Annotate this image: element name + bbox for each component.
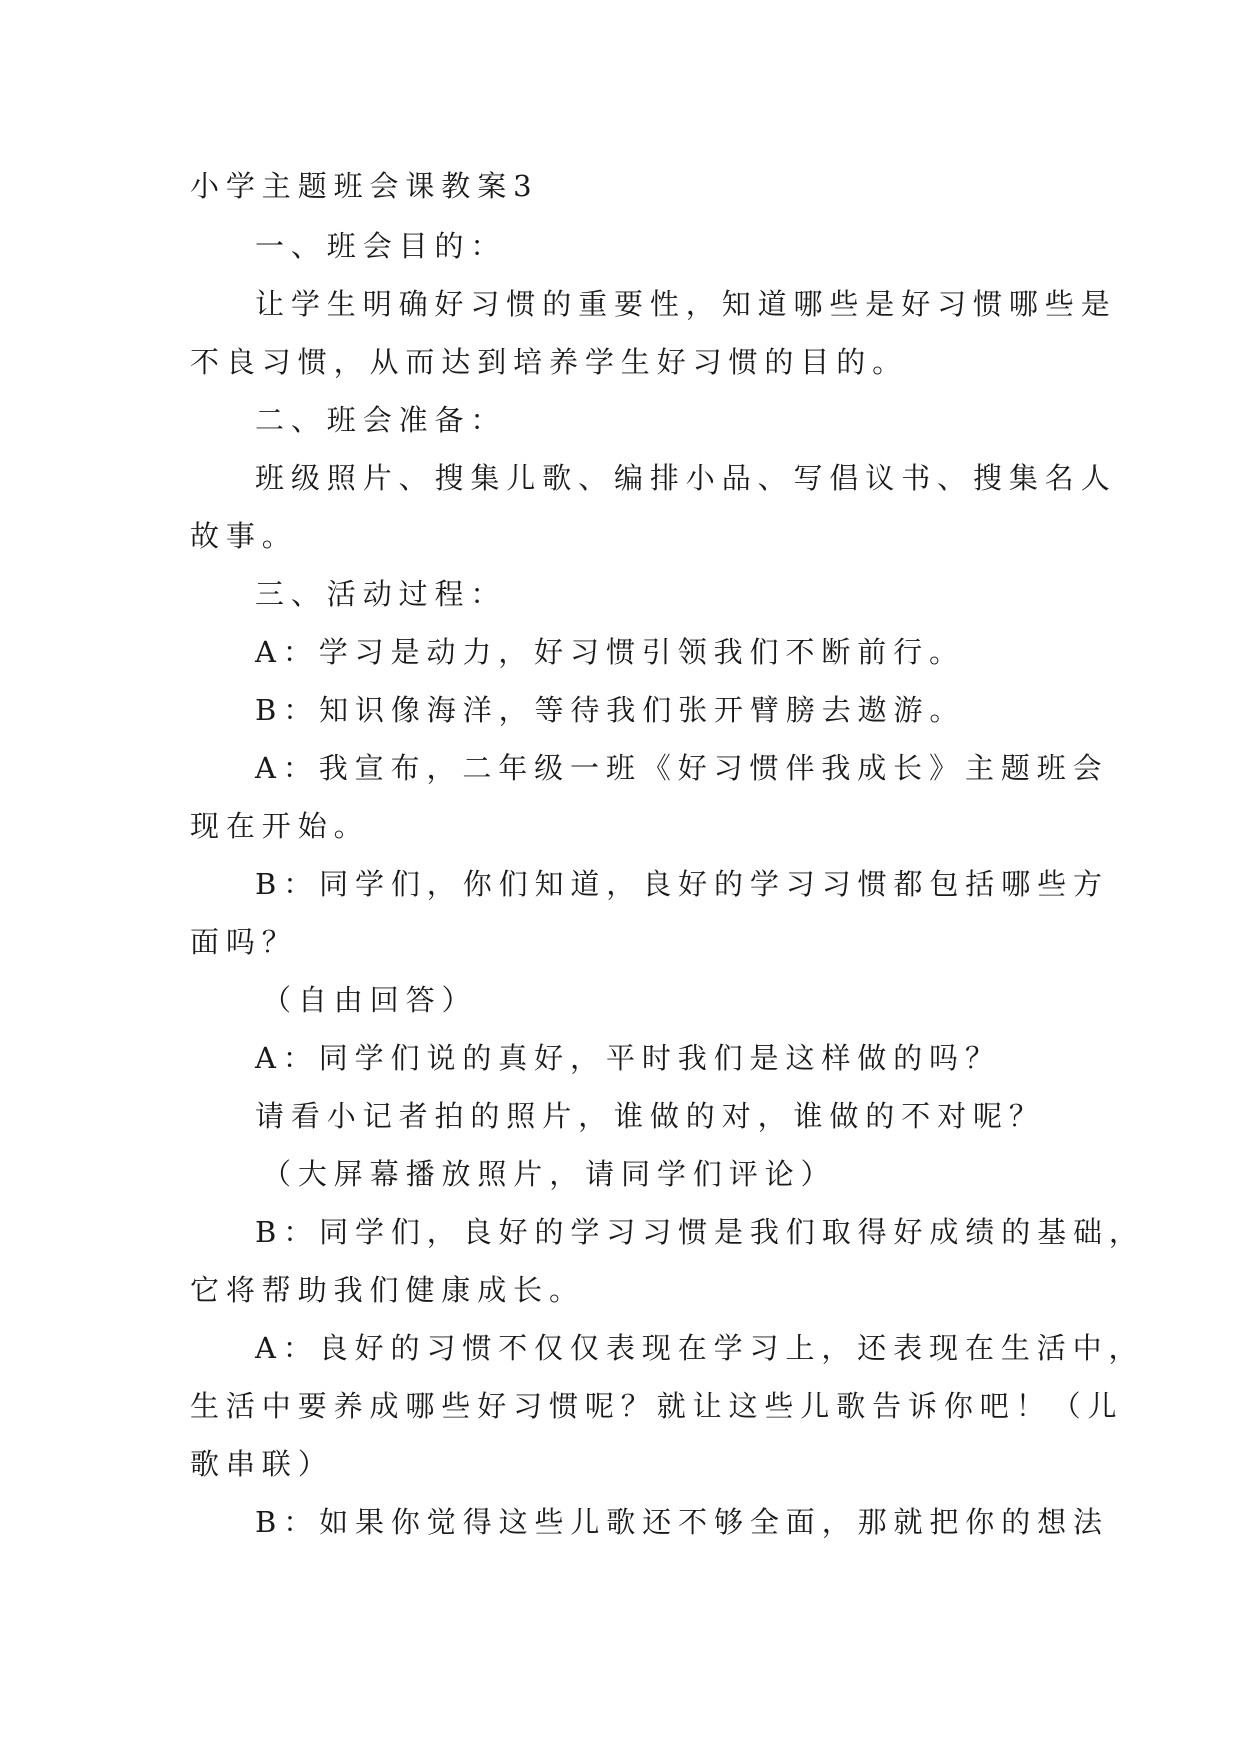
paragraph-line: A：良好的习惯不仅仅表现在学习上，还表现在生活中， [255,1331,1145,1365]
paragraph-line: 歌串联） [190,1447,334,1481]
paragraph-line: 请看小记者拍的照片，谁做的对，谁做的不对呢？ [255,1099,1045,1133]
paragraph-line: B：同学们，你们知道，良好的学习习惯都包括哪些方 [255,867,1109,901]
paragraph-line: （自由回答） [262,983,478,1017]
paragraph-line: 二、班会准备： [255,403,507,437]
paragraph-line: 一、班会目的： [255,229,507,263]
paragraph-line: 生活中要养成哪些好习惯呢？就让这些儿歌告诉你吧！（儿 [190,1389,1124,1423]
paragraph-line: 故事。 [190,519,298,553]
paragraph-line: 班级照片、搜集儿歌、编排小品、写倡议书、搜集名人 [255,461,1117,495]
paragraph-line: 让学生明确好习惯的重要性，知道哪些是好习惯哪些是 [255,287,1117,321]
paragraph-line: A：同学们说的真好，平时我们是这样做的吗？ [255,1041,1001,1075]
paragraph-line: A：学习是动力，好习惯引领我们不断前行。 [255,635,965,669]
document-title: 小学主题班会课教案3 [190,169,539,203]
paragraph-line: B：如果你觉得这些儿歌还不够全面，那就把你的想法 [255,1505,1109,1539]
paragraph-line: 现在开始。 [190,809,370,843]
paragraph-line: 面吗？ [190,925,298,959]
paragraph-line: A：我宣布，二年级一班《好习惯伴我成长》主题班会 [255,751,1109,785]
paragraph-line: （大屏幕播放照片，请同学们评论） [262,1157,837,1191]
paragraph-line: 三、活动过程： [255,577,507,611]
paragraph-line: B：同学们，良好的学习习惯是我们取得好成绩的基础， [255,1215,1145,1249]
paragraph-line: 它将帮助我们健康成长。 [190,1273,585,1307]
paragraph-line: B：知识像海洋，等待我们张开臂膀去遨游。 [255,693,966,727]
paragraph-line: 不良习惯，从而达到培养学生好习惯的目的。 [190,345,909,379]
